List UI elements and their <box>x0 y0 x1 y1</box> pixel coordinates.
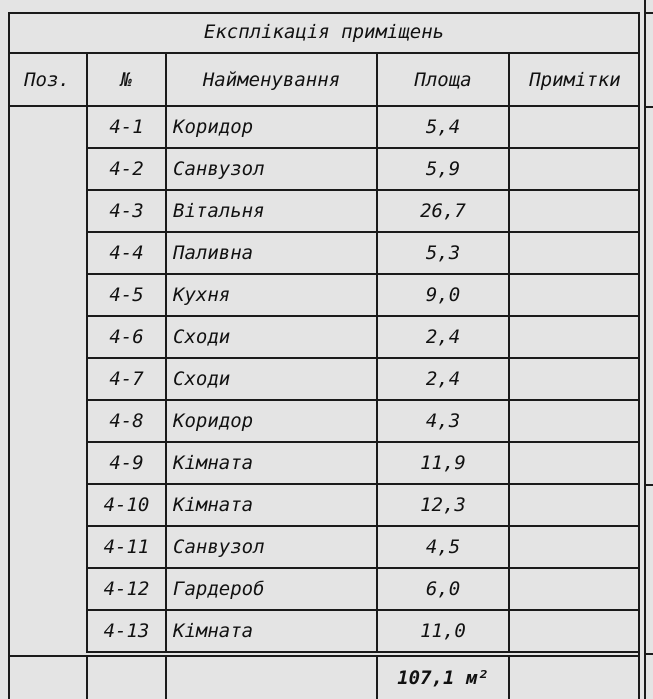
row-area: 11,9 <box>378 443 510 485</box>
row-area: 2,4 <box>378 317 510 359</box>
row-pos <box>8 317 88 359</box>
row-note <box>510 275 640 317</box>
row-pos <box>8 233 88 275</box>
row-area: 2,4 <box>378 359 510 401</box>
row-note <box>510 611 640 653</box>
header-area: Площа <box>378 54 510 105</box>
row-note <box>510 149 640 191</box>
row-note <box>510 485 640 527</box>
row-name: Гардероб <box>167 569 378 611</box>
edge-line <box>646 106 653 108</box>
row-name: Коридор <box>167 401 378 443</box>
edge-line <box>646 484 653 486</box>
row-area: 4,3 <box>378 401 510 443</box>
row-note <box>510 443 640 485</box>
row-number: 4-12 <box>88 569 167 611</box>
row-number: 4-7 <box>88 359 167 401</box>
total-notes-cell <box>510 657 640 699</box>
row-note <box>510 569 640 611</box>
row-number: 4-11 <box>88 527 167 569</box>
row-note <box>510 107 640 149</box>
row-number: 4-5 <box>88 275 167 317</box>
table-row <box>8 359 640 401</box>
row-number: 4-9 <box>88 443 167 485</box>
row-name: Сходи <box>167 317 378 359</box>
table-row <box>8 527 640 569</box>
row-pos <box>8 569 88 611</box>
row-pos <box>8 443 88 485</box>
total-area: 107,1 м² <box>378 657 510 699</box>
table-total-row <box>8 655 640 699</box>
row-area: 5,3 <box>378 233 510 275</box>
header-notes: Примітки <box>529 68 621 91</box>
row-number: 4-2 <box>88 149 167 191</box>
table-title: Експлікація приміщень <box>8 12 640 54</box>
row-name: Вітальня <box>167 191 378 233</box>
row-area: 4,5 <box>378 527 510 569</box>
row-number: 4-1 <box>88 107 167 149</box>
table-row <box>8 485 640 527</box>
table-row <box>8 275 640 317</box>
total-number-cell <box>88 657 167 699</box>
row-area: 6,0 <box>378 569 510 611</box>
row-name: Паливна <box>167 233 378 275</box>
row-pos <box>8 485 88 527</box>
table-row <box>8 107 640 149</box>
row-pos <box>8 359 88 401</box>
row-pos <box>8 275 88 317</box>
row-pos <box>8 527 88 569</box>
table-row <box>8 317 640 359</box>
row-name: Санвузол <box>167 527 378 569</box>
row-number: 4-6 <box>88 317 167 359</box>
row-pos <box>8 107 88 149</box>
table-header-row <box>8 54 640 107</box>
row-number: 4-10 <box>88 485 167 527</box>
row-pos <box>8 149 88 191</box>
row-name: Коридор <box>167 107 378 149</box>
table-row <box>8 611 640 653</box>
row-pos <box>8 401 88 443</box>
row-number: 4-3 <box>88 191 167 233</box>
header-number: № <box>88 54 167 105</box>
row-name: Кухня <box>167 275 378 317</box>
row-note <box>510 401 640 443</box>
adjacent-table-edge <box>644 0 653 699</box>
row-name: Санвузол <box>167 149 378 191</box>
row-name: Сходи <box>167 359 378 401</box>
row-pos <box>8 191 88 233</box>
row-name: Кімната <box>167 443 378 485</box>
row-area: 11,0 <box>378 611 510 653</box>
header-name: Найменування <box>167 54 378 105</box>
header-pos: Поз. <box>8 54 88 105</box>
row-note <box>510 191 640 233</box>
row-number: 4-4 <box>88 233 167 275</box>
edge-line <box>646 12 653 14</box>
row-name: Кімната <box>167 485 378 527</box>
row-number: 4-8 <box>88 401 167 443</box>
row-area: 5,9 <box>378 149 510 191</box>
edge-line <box>646 653 653 655</box>
total-pos-cell <box>8 657 88 699</box>
row-name: Кімната <box>167 611 378 653</box>
table-row <box>8 401 640 443</box>
table-row <box>8 569 640 611</box>
row-pos <box>8 611 88 653</box>
row-area: 12,3 <box>378 485 510 527</box>
row-note <box>510 233 640 275</box>
row-note <box>510 359 640 401</box>
row-area: 26,7 <box>378 191 510 233</box>
table-row <box>8 149 640 191</box>
row-area: 5,4 <box>378 107 510 149</box>
table-row <box>8 191 640 233</box>
total-name-cell <box>167 657 378 699</box>
table-row <box>8 443 640 485</box>
row-note <box>510 527 640 569</box>
row-note <box>510 317 640 359</box>
table-row <box>8 233 640 275</box>
row-area: 9,0 <box>378 275 510 317</box>
row-number: 4-13 <box>88 611 167 653</box>
